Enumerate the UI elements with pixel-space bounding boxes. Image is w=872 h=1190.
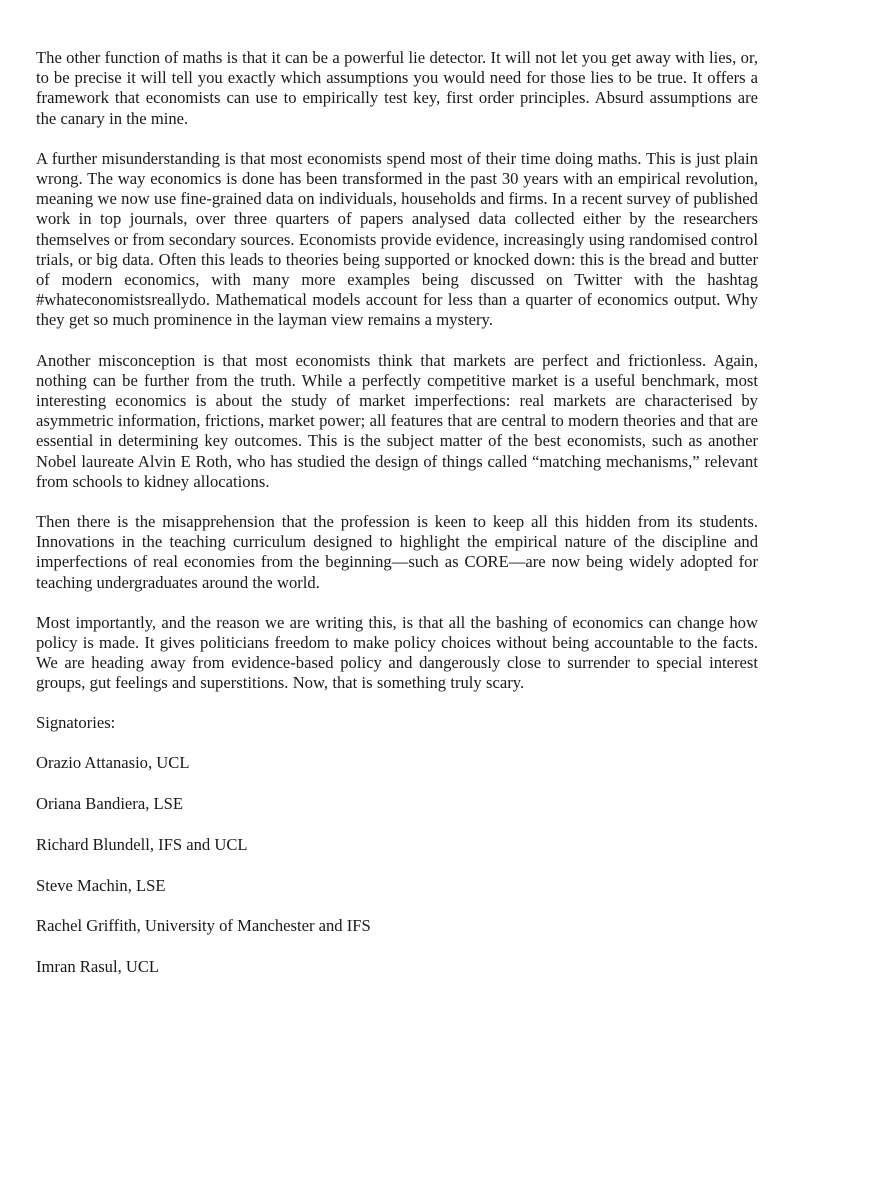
body-paragraph-3: Another misconception is that most economists think that markets are perfect and frictionless. Again, nothing can be further from the truth. While a perfectly competitive market is a useful benchmark, most interesting economics is about the study of market imperfections: real markets are characterised by asymmetric information, frictions, market power; all features that are central to modern theories and that are essential in determining key outcomes. This is the subject matter of the best economists, such as another Nobel laureate Alvin E Roth, who has studied the design of things called “matching mechanisms,” relevant from schools to kidney allocations. [36, 350, 758, 491]
signatory-item: Orazio Attanasio, UCL [36, 753, 190, 773]
document-content [36, 48, 758, 977]
signatories-section [36, 713, 758, 977]
body-paragraph-5: Most importantly, and the reason we are writing this, is that all the bashing of economics can change how policy is made. It gives politicians freedom to make policy choices without being accountable to the facts. We are heading away from evidence-based policy and dangerously close to surrender to special interest groups, gut feelings and superstitions. Now, that is something truly scary. [36, 612, 758, 693]
signatory-item: Imran Rasul, UCL [36, 956, 160, 976]
signatory-item: Rachel Griffith, University of Manchester and IFS [36, 916, 371, 936]
body-paragraph-1: The other function of maths is that it can be a powerful lie detector. It will not let you get away with lies, or, to be precise it will tell you exactly which assumptions you would need for those lies to be true. It offers a framework that economists can use to empirically test key, first order principles. Absurd assumptions are the canary in the mine. [36, 48, 758, 128]
signatory-item: Steve Machin, LSE [36, 875, 166, 895]
body-paragraph-2: A further misunderstanding is that most economists spend most of their time doing maths. This is just plain wrong. The way economics is done has been transformed in the past 30 years with an empirical revolution, meaning we now use fine-grained data on individuals, households and firms. In a recent survey of published work in top journals, over three quarters of papers analysed data collected either by the researchers themselves or from secondary sources. Economists provide evidence, increasingly using randomised control trials, or big data. Often this leads to theories being supported or knocked down: this is the bread and butter of modern economics, with many more examples being discussed on Twitter with the hashtag #whateconomistsreallydo. Mathematical models account for less than a quarter of economics output. Why they get so much prominence in the layman view remains a mystery. [36, 148, 758, 330]
signatories-heading: Signatories: [36, 712, 116, 732]
signatory-item: Oriana Bandiera, LSE [36, 794, 183, 814]
signatory-item: Richard Blundell, IFS and UCL [36, 834, 248, 854]
body-paragraph-4: Then there is the misapprehension that the profession is keen to keep all this hidden from its students. Innovations in the teaching curriculum designed to highlight the empirical nature of the discipline and imperfections of real economies from the beginning—such as CORE—are now being widely adopted for teaching undergraduates around the world. [36, 512, 758, 592]
